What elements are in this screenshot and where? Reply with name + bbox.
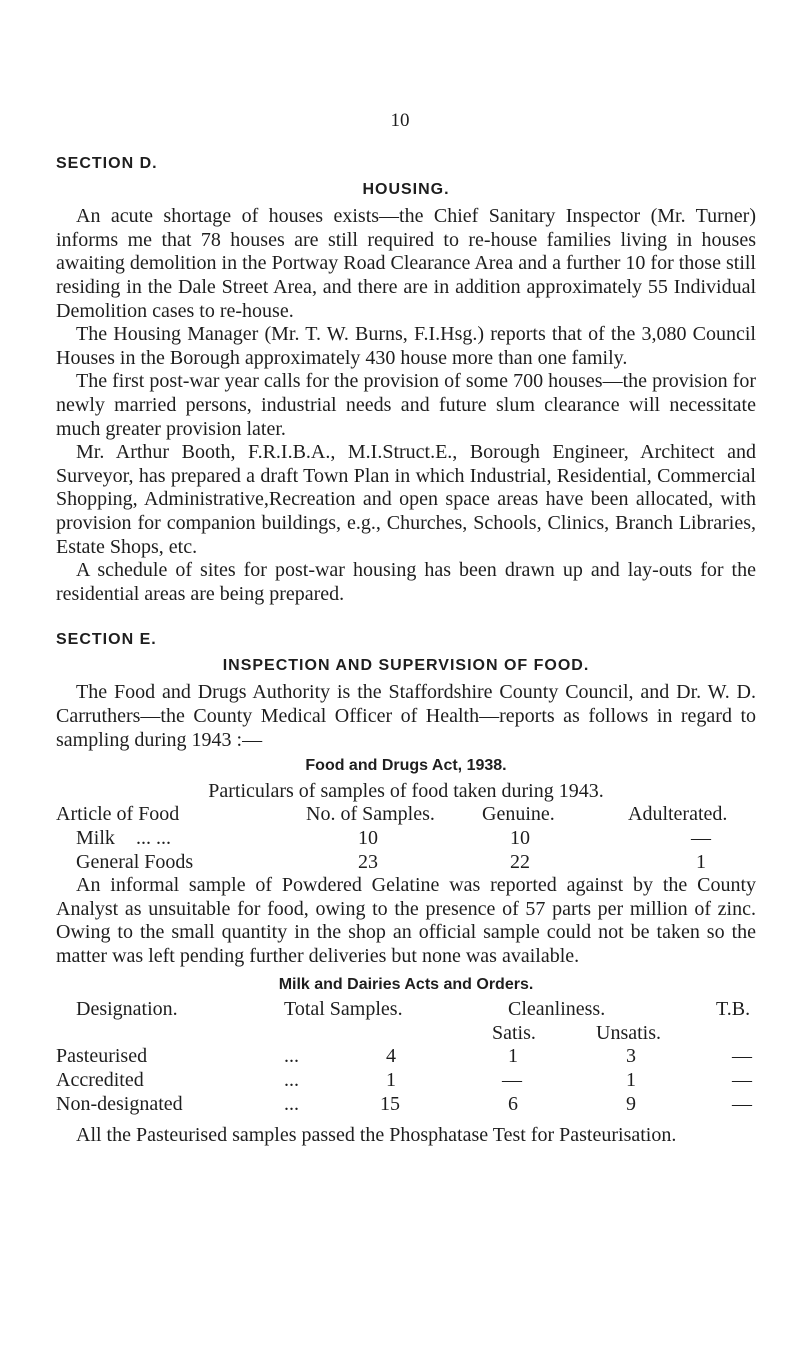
table-row xyxy=(56,1045,756,1069)
row-general-genuine: 22 xyxy=(510,850,530,873)
phosphatase-note-paragraph: All the Pasteurised samples passed the Phosphatase Test for Pasteurisation. xyxy=(76,1124,677,1147)
col-samples: No. of Samples. xyxy=(306,803,435,826)
row-milk-samples: 10 xyxy=(358,827,378,850)
milk-dairies-heading: Milk and Dairies Acts and Orders. xyxy=(278,975,534,993)
col-adulterated: Adulterated. xyxy=(628,803,728,826)
col-designation: Designation. xyxy=(76,998,178,1021)
row-general-samples: 23 xyxy=(358,850,378,873)
row-pasteurised-unsatis: 3 xyxy=(626,1045,636,1068)
col-satis: Satis. xyxy=(492,1021,536,1044)
row-accredited-unsatis: 1 xyxy=(626,1068,636,1091)
row-milk-dots: ... ... xyxy=(136,827,171,850)
row-nondesignated-dots: ... xyxy=(284,1092,299,1115)
col-article: Article of Food xyxy=(56,803,180,826)
col-genuine: Genuine. xyxy=(482,803,555,826)
food-table-header xyxy=(56,803,756,827)
row-accredited-designation: Accredited xyxy=(56,1068,144,1091)
page-number: 10 xyxy=(390,110,410,131)
housing-paragraph-2: The Housing Manager (Mr. T. W. Burns, F.I.Hsg.) reports that of the 3,080 Council Houses in the Borough approximately 430 house more than one family. xyxy=(56,323,756,369)
col-unsatis: Unsatis. xyxy=(596,1021,661,1044)
row-nondesignated-tb: — xyxy=(732,1092,752,1115)
row-nondesignated-satis: 6 xyxy=(508,1092,518,1115)
row-milk-article: Milk xyxy=(76,827,115,850)
row-pasteurised-dots: ... xyxy=(284,1045,299,1068)
section-e-label: SECTION E. xyxy=(56,631,157,649)
food-intro-paragraph: The Food and Drugs Authority is the Staffordshire County Council, and Dr. W. D. Carruthers—the County Medical Officer of Health—reports as follows in regard to sampling during 1943 :— xyxy=(56,681,756,751)
table-row xyxy=(56,827,756,851)
row-accredited-dots: ... xyxy=(284,1068,299,1091)
gelatine-note-paragraph: An informal sample of Powdered Gelatine was reported against by the County Analyst as unsuitable for food, owing to the presence of 57 parts per million of zinc. Owing to the small quantity in the shop an official sample could not be taken so the matter was left pending further deliveries but none was available. xyxy=(56,874,756,967)
row-general-article: General Foods xyxy=(76,850,194,873)
document-body xyxy=(56,140,756,1148)
housing-paragraph-3: The first post-war year calls for the provision of some 700 houses—the provision for newly married persons, industrial needs and future slum clearance will necessitate much greater provision later. xyxy=(56,370,756,440)
table-row xyxy=(56,1093,756,1117)
table-row xyxy=(56,1069,756,1093)
row-milk-genuine: 10 xyxy=(510,827,530,850)
food-drugs-heading: Food and Drugs Act, 1938. xyxy=(305,757,507,775)
milk-table-subheader xyxy=(56,1022,756,1046)
table-row xyxy=(56,851,756,875)
housing-paragraph-5: A schedule of sites for post-war housing has been drawn up and lay-outs for the residential areas are being prepared. xyxy=(56,559,756,605)
row-pasteurised-designation: Pasteurised xyxy=(56,1045,148,1068)
col-tb: T.B. xyxy=(716,998,751,1021)
housing-paragraph-1: An acute shortage of houses exists—the Chief Sanitary Inspector (Mr. Turner) informs me that 78 houses are still required to re-house families living in houses awaiting demolition in the Portway Road Clearance Area and a further 10 for those still residing in the Dale Street Area, and there are in addition approximately 55 Individual Demolition cases to re-house. xyxy=(56,205,756,322)
section-d-label: SECTION D. xyxy=(56,155,158,172)
row-nondesignated-unsatis: 9 xyxy=(626,1092,636,1115)
row-accredited-total: 1 xyxy=(386,1068,396,1091)
row-accredited-satis: — xyxy=(502,1068,522,1091)
row-pasteurised-tb: — xyxy=(732,1045,752,1068)
row-accredited-tb: — xyxy=(732,1068,752,1091)
row-milk-adulterated: — xyxy=(691,827,711,850)
section-e-title: INSPECTION AND SUPERVISION OF FOOD. xyxy=(222,656,590,674)
col-cleanliness: Cleanliness. xyxy=(508,998,606,1021)
row-nondesignated-total: 15 xyxy=(380,1092,400,1115)
row-pasteurised-total: 4 xyxy=(386,1045,396,1068)
row-nondesignated-designation: Non-designated xyxy=(56,1092,183,1115)
housing-paragraph-4: Mr. Arthur Booth, F.R.I.B.A., M.I.Struct.E., Borough Engineer, Architect and Surveyor, has prepared a draft Town Plan in which Industrial, Residential, Commercial Shopping, Administrative,Recreation and open space areas have been allocated, with provision for companion buildings, e.g., Churches, Schools, Clinics, Branch Libraries, Estate Shops, etc. xyxy=(56,441,756,558)
row-general-adulterated: 1 xyxy=(696,850,706,873)
col-total-samples: Total Samples. xyxy=(284,998,403,1021)
section-d-title: HOUSING. xyxy=(362,180,450,198)
row-pasteurised-satis: 1 xyxy=(508,1045,518,1068)
milk-table-header xyxy=(56,998,756,1022)
food-samples-caption: Particulars of samples of food taken during 1943. xyxy=(208,779,604,802)
